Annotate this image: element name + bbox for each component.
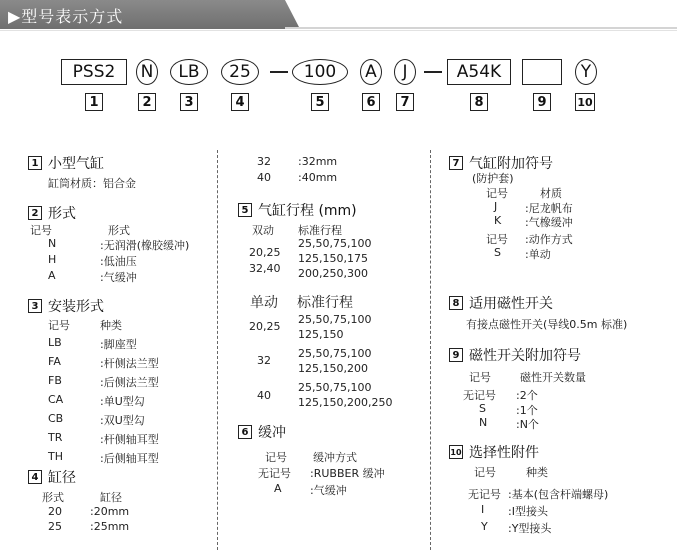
section-subtitle: (防护套) — [472, 172, 514, 185]
code-num-8: 8 — [470, 93, 488, 111]
col-header: 记号 — [48, 319, 70, 332]
switch-text: 有接点磁性开关(导线0.5m 标准) — [466, 318, 628, 331]
col-header: 种类 — [526, 466, 548, 479]
section-title: 缓冲 — [258, 425, 286, 441]
header-underline — [0, 30, 677, 31]
page-title: ▶型号表示方式 — [8, 7, 124, 26]
table-cell: TH — [48, 450, 63, 463]
table-cell: 25,50,75,100 — [298, 237, 372, 250]
section-num: 9 — [449, 348, 463, 362]
code-num-6: 6 — [362, 93, 380, 111]
table-cell: 20,25 — [249, 320, 281, 333]
table-cell: :气缓冲 — [100, 271, 137, 284]
table-cell: :32mm — [298, 155, 338, 168]
table-cell: K — [494, 214, 502, 227]
table-cell: 25,50,75,100 — [298, 313, 372, 326]
section-5-title — [238, 200, 357, 220]
col-header: 材质 — [540, 187, 562, 200]
section-header — [0, 0, 677, 30]
table-cell: 无记号 — [468, 488, 501, 501]
table-cell: FB — [48, 374, 62, 387]
table-cell: I — [481, 503, 485, 516]
table-cell: :N个 — [516, 418, 539, 431]
code-num-4: 4 — [231, 93, 249, 111]
table-cell: A — [274, 482, 282, 495]
section-title: 安装形式 — [48, 299, 104, 315]
section-num: 4 — [28, 470, 42, 484]
code-num-10: 10 — [575, 93, 595, 111]
table-cell: :气缓冲 — [310, 484, 347, 497]
section-3-title — [28, 296, 104, 316]
table-cell: 无记号 — [463, 389, 496, 402]
table-cell: CA — [48, 393, 64, 406]
code-num-5: 5 — [311, 93, 329, 111]
code-cushion-oval: A — [360, 59, 382, 85]
table-cell: 40 — [257, 389, 271, 402]
code-switch-box: A54K — [447, 59, 511, 85]
section-num: 2 — [28, 206, 42, 220]
table-cell: :双U型勾 — [100, 414, 145, 427]
table-cell: 125,150,200,250 — [298, 396, 393, 409]
section-num: 5 — [238, 203, 252, 217]
table-cell: 125,150,200 — [298, 362, 368, 375]
section-1-title — [28, 153, 104, 173]
table-cell: LB — [48, 336, 62, 349]
code-num-1: 1 — [85, 93, 103, 111]
col-header: :动作方式 — [525, 233, 573, 246]
header-rule — [285, 27, 677, 29]
table-cell: J — [494, 200, 498, 213]
col-header: 缸径 — [100, 491, 122, 504]
section-title: 气缸行程 (mm) — [258, 203, 357, 219]
code-option-oval: Y — [575, 59, 597, 85]
section-title: 小型气缸 — [48, 156, 104, 172]
col-header: 标准行程 — [298, 224, 342, 237]
section-title: 气缸附加符号 — [469, 156, 553, 172]
material-text: 缸筒材质：铝合金 — [48, 177, 136, 190]
table-cell: :Y型接头 — [508, 522, 552, 535]
code-stroke-oval: 100 — [292, 59, 348, 85]
code-num-9: 9 — [533, 93, 551, 111]
col-header: 单动 — [250, 295, 278, 311]
column-divider — [430, 150, 431, 550]
section-num: 3 — [28, 299, 42, 313]
table-cell: 125,150,175 — [298, 252, 368, 265]
col-header: 标准行程 — [297, 295, 353, 311]
col-header: 记号 — [30, 224, 52, 237]
table-cell: :40mm — [298, 171, 338, 184]
section-num: 8 — [449, 296, 463, 310]
code-mount-oval: LB — [170, 59, 208, 85]
section-num: 6 — [238, 425, 252, 439]
col-header: 记号 — [265, 451, 287, 464]
table-cell: 25,50,75,100 — [298, 347, 372, 360]
table-cell: A — [48, 269, 56, 282]
table-cell: 32 — [257, 155, 271, 168]
section-title: 适用磁性开关 — [469, 296, 553, 312]
table-cell: :单动 — [525, 248, 551, 261]
table-cell: 125,150 — [298, 328, 344, 341]
table-cell: 32,40 — [249, 262, 281, 275]
table-cell: :脚座型 — [100, 338, 137, 351]
section-title: 选择性附件 — [469, 445, 539, 461]
table-cell: :杆侧法兰型 — [100, 357, 159, 370]
column-divider — [217, 150, 218, 550]
code-num-7: 7 — [396, 93, 414, 111]
table-cell: :后侧轴耳型 — [100, 452, 159, 465]
code-type-oval: N — [136, 59, 158, 85]
table-cell: N — [48, 237, 57, 250]
col-header: 形式 — [42, 491, 64, 504]
section-2-title — [28, 203, 76, 223]
table-cell: H — [48, 253, 57, 266]
code-switch-qty-box — [522, 59, 562, 85]
section-title: 缸径 — [48, 470, 76, 486]
col-header: 磁性开关数量 — [520, 371, 586, 384]
col-header: 种类 — [100, 319, 122, 332]
table-cell: :无润滑(橡胶缓冲) — [100, 239, 190, 252]
section-6-title — [238, 422, 286, 442]
code-accessory-oval: J — [394, 59, 416, 85]
section-num: 7 — [449, 156, 463, 170]
table-cell: S — [479, 402, 486, 415]
table-cell: :气橡缓冲 — [525, 216, 573, 229]
table-cell: 20,25 — [249, 246, 281, 259]
table-cell: :低油压 — [100, 255, 137, 268]
table-cell: 32 — [257, 354, 271, 367]
table-cell: :尼龙帆布 — [525, 202, 573, 215]
code-num-2: 2 — [138, 93, 156, 111]
section-num: 10 — [449, 445, 463, 459]
table-cell: N — [479, 416, 488, 429]
table-cell: 25,50,75,100 — [298, 381, 372, 394]
section-num: 1 — [28, 156, 42, 170]
table-cell: :后侧法兰型 — [100, 376, 159, 389]
table-cell: :20mm — [90, 505, 130, 518]
col-header: 记号 — [474, 466, 496, 479]
table-cell: FA — [48, 355, 61, 368]
table-cell: S — [494, 246, 501, 259]
col-header: 双动 — [252, 224, 274, 237]
code-num-3: 3 — [180, 93, 198, 111]
table-cell: 40 — [257, 171, 271, 184]
table-cell: 无记号 — [258, 467, 291, 480]
table-cell: 200,250,300 — [298, 267, 368, 280]
col-header: 记号 — [469, 371, 491, 384]
section-9-title — [449, 345, 581, 365]
section-title: 磁性开关附加符号 — [469, 348, 581, 364]
table-cell: CB — [48, 412, 64, 425]
table-cell: TR — [48, 431, 63, 444]
col-header: 记号 — [486, 187, 508, 200]
table-cell: :RUBBER 缓冲 — [310, 467, 385, 480]
table-cell: Y — [481, 520, 488, 533]
col-header: 缓冲方式 — [313, 451, 357, 464]
table-cell: 25 — [48, 520, 62, 533]
table-cell: :单U型勾 — [100, 395, 145, 408]
section-10-title — [449, 442, 539, 462]
table-cell: 20 — [48, 505, 62, 518]
section-title: 形式 — [48, 206, 76, 222]
code-dash — [270, 71, 288, 73]
table-cell: :25mm — [90, 520, 130, 533]
col-header: 记号 — [486, 233, 508, 246]
code-series-box: PSS2 — [61, 59, 127, 85]
table-cell: :2个 — [516, 389, 538, 402]
col-header: 形式 — [108, 224, 130, 237]
section-4-title — [28, 467, 76, 487]
section-8-title — [449, 293, 553, 313]
table-cell: :1个 — [516, 404, 538, 417]
table-cell: :杆侧轴耳型 — [100, 433, 159, 446]
code-dash — [424, 71, 442, 73]
code-bore-oval: 25 — [221, 59, 259, 85]
table-cell: :I型接头 — [508, 505, 548, 518]
table-cell: :基本(包含杆端螺母) — [508, 488, 609, 501]
